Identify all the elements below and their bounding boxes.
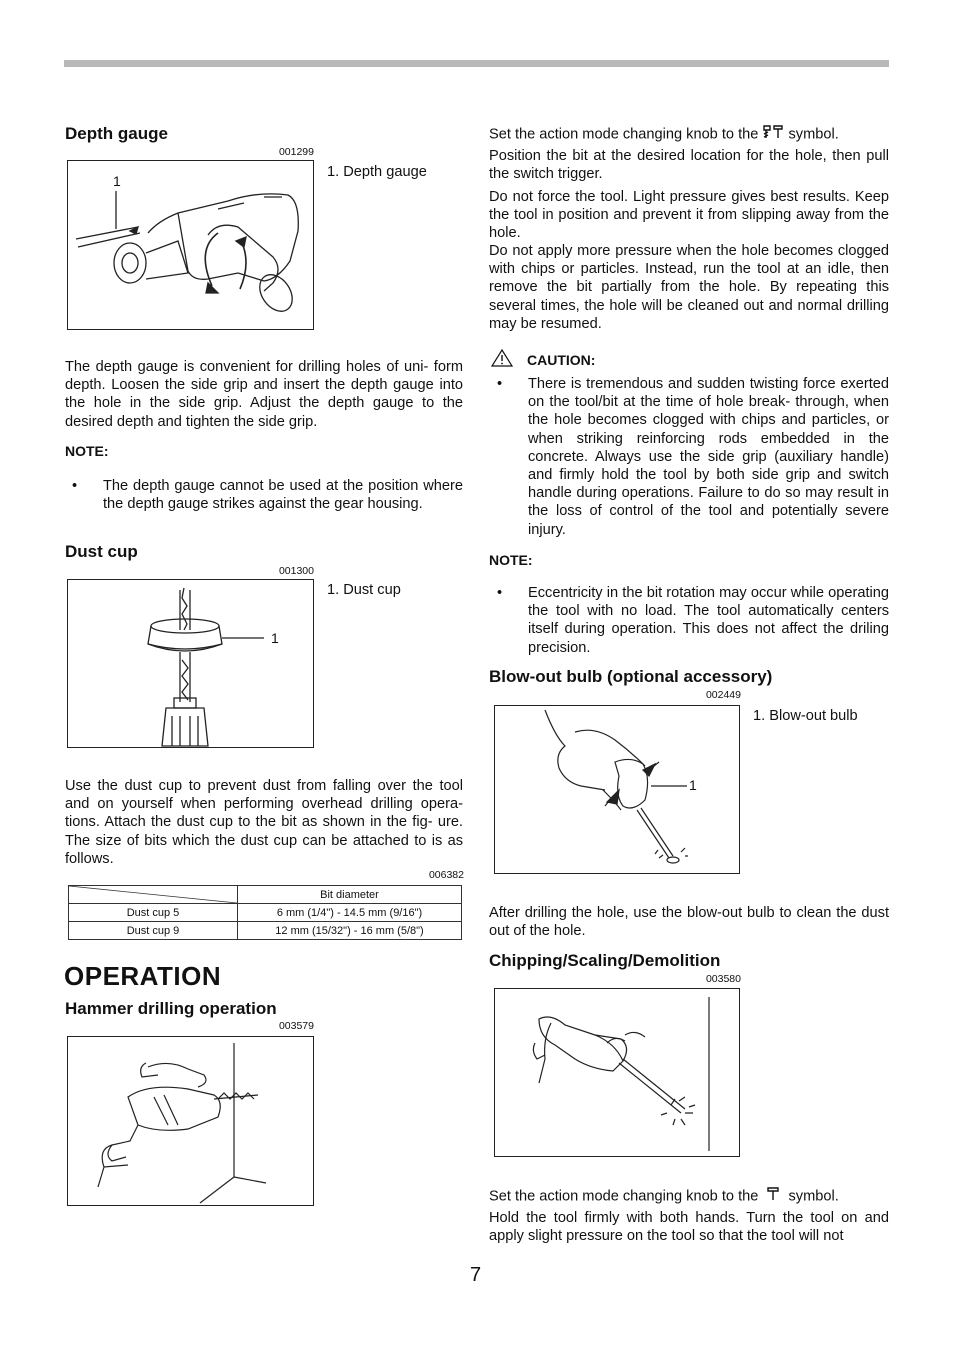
hammer-drilling-figure <box>67 1036 314 1206</box>
chipping-description: Hold the tool firmly with both hands. Turn the tool on and apply slight pressure on the tool so that the tool will not <box>489 1210 889 1245</box>
blowout-bulb-illustration <box>495 706 741 875</box>
bullet-dot: • <box>72 478 78 494</box>
depth-gauge-description: The depth gauge is convenient for drilling holes of uni- form depth. Loosen the side grip and insert the depth gauge into the hole in the side grip. Adjust the depth gauge to the desired depth and tighten the side grip. <box>65 359 463 430</box>
operation-title: OPERATION <box>64 961 222 991</box>
symbol-word: symbol. <box>788 1188 839 1205</box>
hammer-only-symbol-icon <box>766 1186 780 1207</box>
position-bit-paragraph: Position the bit at the desired location for the hole, then pull the switch trigger. <box>489 148 889 183</box>
bullet-dot: • <box>497 585 503 601</box>
eccentricity-note-label: NOTE: <box>489 552 533 568</box>
chipping-heading: Chipping/Scaling/Demolition <box>489 951 721 970</box>
dust-cup-table-code: 006382 <box>428 869 464 881</box>
caution-label: CAUTION: <box>527 352 596 368</box>
do-not-force-paragraph: Do not force the tool. Light pressure gives best results. Keep the tool in position and prevent it from slipping away from the hole. <box>489 189 889 242</box>
depth-gauge-illustration <box>68 161 315 331</box>
blowout-bulb-callout: 1 <box>689 777 697 793</box>
corner-diagonal <box>69 886 237 903</box>
set-mode-hammer-only-text: Set the action mode changing knob to the <box>489 1188 759 1205</box>
bullet-dot: • <box>497 376 503 392</box>
dust-cup-callout: 1 <box>271 630 279 646</box>
blowout-bulb-heading: Blow-out bulb (optional accessory) <box>489 667 773 686</box>
dust-cup-description: Use the dust cup to prevent dust from falling over the tool and on yourself when performing overhead drilling opera- tions. Attach the dust cup to the bit as shown in the fig- ure. The size of bits which the dust cup can be attached to is as follows. <box>65 778 463 867</box>
depth-gauge-note-text: The depth gauge cannot be used at the position where the depth gauge strikes against the gear housing. <box>103 478 463 513</box>
table-header-bit-diameter: Bit diameter <box>238 886 462 904</box>
blowout-bulb-figure-code: 002449 <box>705 689 741 701</box>
depth-gauge-callout: 1 <box>113 173 121 189</box>
hammer-drilling-illustration <box>68 1037 315 1207</box>
depth-gauge-figure <box>67 160 314 330</box>
chipping-figure <box>494 988 740 1157</box>
depth-gauge-caption: 1. Depth gauge <box>327 164 427 180</box>
table-cell-name: Dust cup 5 <box>69 904 238 922</box>
hammer-drilling-heading: Hammer drilling operation <box>65 999 277 1018</box>
dust-cup-heading: Dust cup <box>65 542 138 561</box>
depth-gauge-note-label: NOTE: <box>65 443 109 459</box>
caution-text: There is tremendous and sudden twisting force exerted on the tool/bit at the time of hole break- through, when the hole becomes clogged with chips and particles, or when striking reinforcing rods embedded in the concrete. Always use the side grip (auxiliary handle) and firmly hold the tool by both side grip and switch handle during operations. Failure to do so may result in the loss of control of the tool and potentially severe injury. <box>528 376 889 538</box>
dust-cup-figure <box>67 579 314 748</box>
set-mode-hammer-text: Set the action mode changing knob to the <box>489 126 759 143</box>
chipping-figure-code: 003580 <box>705 973 741 985</box>
eccentricity-note-text: Eccentricity in the bit rotation may occur while operating the tool with no load. The tool automatically centers itself during operation. This does not affect the driling precision. <box>528 585 889 656</box>
header-rule <box>64 60 889 67</box>
depth-gauge-note-item <box>72 477 463 533</box>
dust-cup-spec-table <box>68 885 462 940</box>
blowout-bulb-description: After drilling the hole, use the blow-out bulb to clean the dust out of the hole. <box>489 905 889 940</box>
hammer-drill-symbol-icon <box>762 124 784 145</box>
hammer-drilling-figure-code: 003579 <box>278 1020 314 1032</box>
depth-gauge-figure-code: 001299 <box>278 146 314 158</box>
dust-cup-caption: 1. Dust cup <box>327 582 401 598</box>
table-cell-value: 6 mm (1/4") - 14.5 mm (9/16") <box>238 904 462 922</box>
blowout-bulb-figure <box>494 705 740 874</box>
table-row <box>69 904 462 922</box>
set-mode-hammer-only-line <box>489 1186 889 1207</box>
chipping-illustration <box>495 989 741 1158</box>
set-mode-hammer-line <box>489 124 889 145</box>
caution-triangle-icon <box>491 349 513 372</box>
table-row <box>69 922 462 940</box>
table-cell-name: Dust cup 9 <box>69 922 238 940</box>
eccentricity-note-item <box>497 584 889 659</box>
dust-cup-figure-code: 001300 <box>278 565 314 577</box>
dust-cup-illustration <box>68 580 315 749</box>
table-cell-value: 12 mm (15/32") - 16 mm (5/8") <box>238 922 462 940</box>
symbol-word: symbol. <box>788 126 839 143</box>
page-number: 7 <box>470 1264 482 1286</box>
clogged-hole-paragraph: Do not apply more pressure when the hole becomes clogged with chips or particles. Instead, run the tool at an idle, then remove the bit partially from the hole. By repeating this several times, the hole will be cleaned out and normal drilling may be resumed. <box>489 243 889 332</box>
blowout-bulb-caption: 1. Blow-out bulb <box>753 708 858 724</box>
table-corner-cell <box>69 886 238 904</box>
caution-item <box>497 375 889 541</box>
depth-gauge-heading: Depth gauge <box>65 124 168 143</box>
